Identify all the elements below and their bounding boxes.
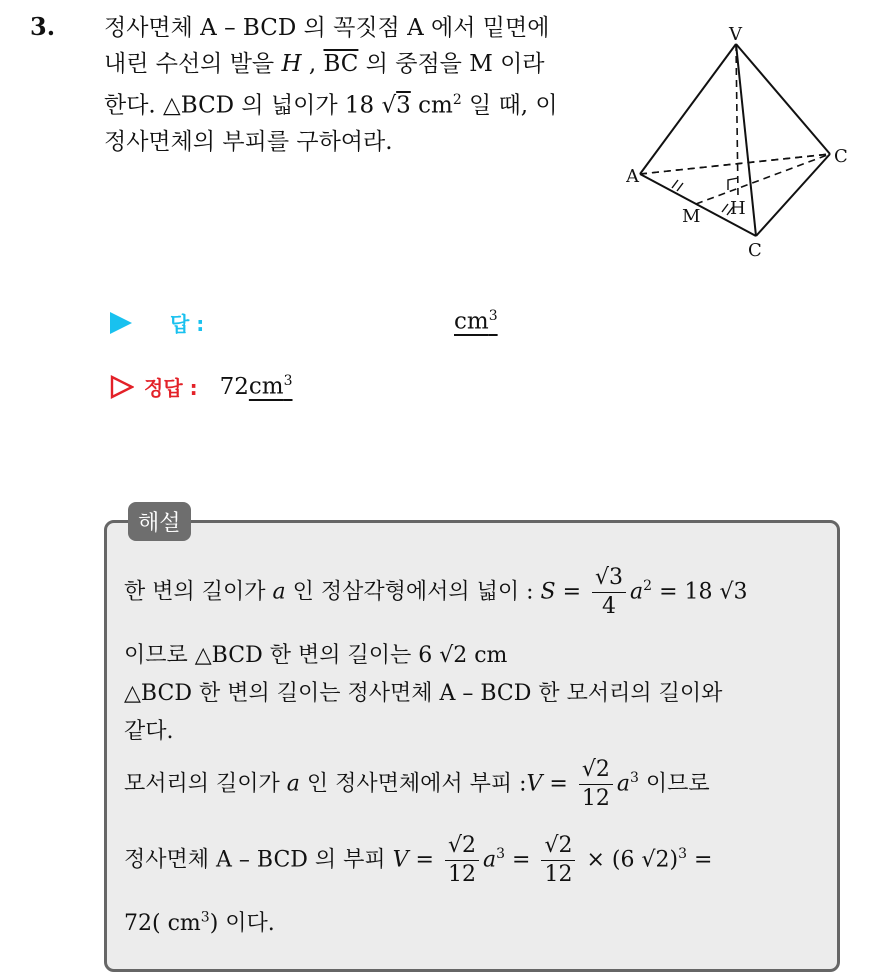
filled-triangle-icon bbox=[110, 312, 132, 334]
edge-CC bbox=[756, 154, 830, 236]
s6-num1: √2 bbox=[445, 832, 479, 861]
segment-BC: $\overline{BC}$ bbox=[323, 51, 359, 77]
tick-mark-2 bbox=[677, 183, 683, 191]
s7-post: ) 이다. bbox=[209, 911, 275, 936]
s1-post: = 18 √3 bbox=[652, 579, 748, 605]
s6-exp: 3 bbox=[496, 846, 506, 863]
s1-fraction bbox=[592, 564, 626, 621]
s5-num: √2 bbox=[579, 756, 613, 785]
solution-line-5 bbox=[124, 756, 710, 813]
s6-den2: 12 bbox=[544, 862, 573, 887]
correct-unit-exp: 3 bbox=[283, 373, 293, 390]
s5-fraction bbox=[579, 756, 613, 813]
s6-times: × (6 √2) bbox=[579, 847, 679, 873]
s6-num2: √2 bbox=[541, 832, 575, 861]
label-H: H bbox=[730, 198, 746, 219]
answer-unit: cm bbox=[454, 308, 489, 335]
s1-den: 4 bbox=[602, 594, 617, 619]
question-line-1: 정사면체 A – BCD 의 꼭짓점 A 에서 밑면에 bbox=[104, 15, 550, 41]
correct-unit-wrap bbox=[249, 373, 293, 400]
s6-fraction-1 bbox=[445, 832, 479, 889]
question-text bbox=[104, 10, 624, 160]
q2-pre: 내린 수선의 발을 bbox=[104, 51, 282, 77]
solution-line-3: △BCD 한 변의 길이는 정사면체 A – BCD 한 모서리의 길이와 bbox=[124, 681, 723, 706]
question-number: 3. bbox=[30, 12, 56, 41]
answer-label: 답 : bbox=[170, 312, 205, 336]
correct-label: 정답 : bbox=[144, 376, 198, 400]
s6-V: V bbox=[392, 847, 409, 873]
s1-mid: 인 정삼각형에서의 넓이 : bbox=[285, 579, 541, 605]
q3-unit: cm bbox=[410, 92, 453, 119]
s6-eq3: = bbox=[687, 847, 713, 873]
s5-eq: = bbox=[542, 771, 575, 797]
tick-mark-3 bbox=[722, 204, 728, 212]
s5-post: 이므로 bbox=[638, 771, 710, 797]
q2-post: 의 중점을 M 이라 bbox=[358, 51, 545, 77]
outline-triangle-icon bbox=[110, 375, 134, 399]
right-angle-mark bbox=[728, 178, 738, 190]
tetrahedron-diagram bbox=[626, 18, 858, 264]
s1-num: √3 bbox=[592, 564, 626, 593]
s5-V: V bbox=[526, 771, 543, 797]
s6-fraction-2 bbox=[541, 832, 575, 889]
s6-den1: 12 bbox=[447, 862, 476, 887]
s6-exp2: 3 bbox=[678, 846, 687, 863]
correct-unit: cm bbox=[248, 373, 284, 400]
tick-mark-1 bbox=[672, 180, 678, 188]
s5-a: a bbox=[286, 771, 300, 797]
question-line-3 bbox=[104, 82, 624, 124]
solution-line-7 bbox=[124, 906, 275, 937]
solution-line-6 bbox=[124, 832, 712, 889]
label-V: V bbox=[729, 24, 742, 45]
s5-a3: a bbox=[616, 771, 630, 797]
q2-mid: , bbox=[301, 51, 324, 77]
edge-VC bbox=[736, 44, 830, 154]
answer-blank[interactable] bbox=[454, 308, 498, 335]
s1-a2: a bbox=[630, 579, 644, 605]
q3-exp: 2 bbox=[452, 92, 462, 108]
answer-unit-exp: 3 bbox=[488, 308, 498, 324]
s5-mid: 인 정사면체에서 부피 : bbox=[299, 771, 527, 797]
question-line-4: 정사면체의 부피를 구하여라. bbox=[104, 128, 393, 155]
s7-exp: 3 bbox=[200, 909, 210, 926]
foot-H: H bbox=[281, 51, 302, 77]
edge-VA bbox=[640, 44, 736, 174]
s1-a: a bbox=[272, 579, 286, 605]
s5-den: 12 bbox=[581, 786, 610, 811]
answer-row bbox=[110, 308, 204, 337]
s5-pre: 모서리의 길이가 bbox=[124, 771, 287, 797]
correct-value: 72 bbox=[219, 373, 249, 400]
q3-post: 일 때, 이 bbox=[461, 92, 558, 119]
question-line-2 bbox=[104, 46, 624, 82]
s7-pre: 72( cm bbox=[124, 911, 201, 936]
label-M: M bbox=[682, 206, 701, 227]
s1-pre: 한 변의 길이가 bbox=[124, 579, 273, 605]
s6-eq2: = bbox=[505, 847, 538, 873]
solution-line-4: 같다. bbox=[124, 719, 174, 744]
label-C-bottom: C bbox=[748, 240, 762, 261]
s5-exp: 3 bbox=[630, 770, 639, 787]
solution-line-1 bbox=[124, 564, 748, 621]
solution-line-2: 이므로 △BCD 한 변의 길이는 6 √2 cm bbox=[124, 643, 508, 668]
s6-a: a bbox=[483, 847, 497, 873]
correct-row bbox=[110, 372, 293, 401]
q3-pre: 한다. △BCD 의 넓이가 18 √ bbox=[104, 92, 397, 119]
label-A: A bbox=[626, 166, 639, 187]
s6-pre: 정사면체 A – BCD 의 부피 bbox=[124, 847, 393, 873]
q3-root: 3 bbox=[396, 92, 411, 119]
s6-eq1: = bbox=[408, 847, 441, 873]
s1-eq: = bbox=[555, 579, 589, 605]
s1-exp: 2 bbox=[643, 578, 653, 595]
solution-tag: 해설 bbox=[128, 502, 191, 541]
label-C-right: C bbox=[834, 146, 848, 167]
s1-S: S bbox=[540, 579, 556, 605]
